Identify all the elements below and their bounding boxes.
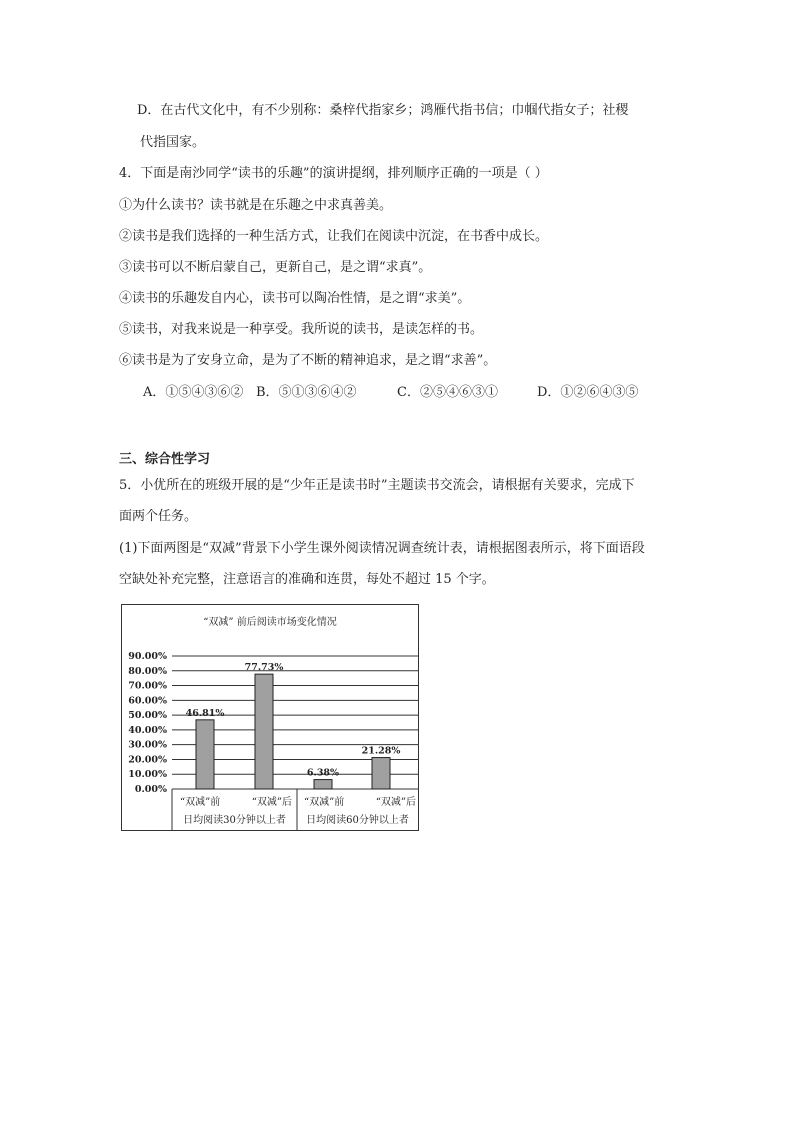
bar-value-label: 21.28% bbox=[361, 745, 401, 757]
y-tick-label: 70.00% bbox=[128, 680, 167, 692]
category-label: “双减”后 bbox=[375, 797, 416, 808]
task1-line2: 空缺处补充完整，注意语言的准确和连贯，每处不超过 15 个字。 bbox=[119, 572, 495, 587]
category-label: “双减”后 bbox=[251, 797, 292, 808]
q4-item-4: ④读书的乐趣发自内心，读书可以陶冶性情，是之谓“求美”。 bbox=[119, 291, 471, 306]
q4-option-c: C．②⑤④⑥③① bbox=[397, 385, 498, 400]
y-tick-label: 80.00% bbox=[128, 665, 167, 677]
y-tick-label: 20.00% bbox=[128, 754, 167, 766]
y-tick-label: 0.00% bbox=[134, 784, 167, 795]
bar-chart bbox=[121, 604, 419, 831]
category-label: “双减”前 bbox=[180, 797, 221, 808]
q4-item-3: ③读书可以不断启蒙自己，更新自己，是之谓“求真”。 bbox=[119, 260, 432, 275]
bar bbox=[314, 780, 332, 789]
q5-line1: 5．小优所在的班级开展的是“少年正是读书时”主题读书交流会，请根据有关要求，完成下 bbox=[119, 478, 635, 493]
group-label: 日均阅读60分钟以上者 bbox=[306, 815, 409, 826]
bar bbox=[372, 758, 390, 789]
bar bbox=[196, 720, 214, 789]
q4-item-2: ②读书是我们选择的一种生活方式，让我们在阅读中沉淀，在书香中成长。 bbox=[119, 229, 549, 244]
category-label: “双减”前 bbox=[304, 797, 345, 808]
q4-item-6: ⑥读书是为了安身立命，是为了不断的精神追求，是之谓“求善”。 bbox=[119, 353, 497, 368]
bar-value-label: 77.73% bbox=[244, 662, 284, 674]
chart-svg bbox=[122, 605, 418, 830]
q4-stem: 4．下面是南沙同学“读书的乐趣”的演讲提纲，排列顺序正确的一项是（ ） bbox=[119, 166, 548, 181]
q4-option-d: D．①②⑥④③⑤ bbox=[537, 385, 639, 400]
task1-line1: (1)下面两图是“双减”背景下小学生课外阅读情况调查统计表，请根据图表所示，将下面语段 bbox=[119, 541, 645, 556]
q4-item-1: ①为什么读书？读书就是在乐趣之中求真善美。 bbox=[119, 198, 393, 213]
group-label: 日均阅读30分钟以上者 bbox=[183, 815, 286, 826]
q5-line2: 面两个任务。 bbox=[119, 509, 198, 524]
chart-title: “双减” 前后阅读市场变化情况 bbox=[203, 617, 337, 628]
bar-value-label: 6.38% bbox=[306, 767, 340, 779]
q3-option-d-line1: D．在古代文化中，有不少别称：桑梓代指家乡；鸿雁代指书信；巾帼代指女子；社稷 bbox=[137, 103, 629, 118]
y-tick-label: 50.00% bbox=[128, 710, 167, 722]
y-tick-label: 10.00% bbox=[128, 769, 167, 781]
q4-option-a: A．①⑤④③⑥② bbox=[143, 385, 244, 400]
y-tick-label: 60.00% bbox=[128, 695, 167, 707]
q3-option-d-line2: 代指国家。 bbox=[140, 135, 206, 150]
y-tick-label: 30.00% bbox=[128, 739, 167, 751]
bar bbox=[255, 674, 273, 789]
y-tick-label: 40.00% bbox=[128, 724, 167, 736]
section-heading: 三、综合性学习 bbox=[119, 452, 211, 467]
y-tick-label: 90.00% bbox=[128, 651, 167, 662]
q4-option-b: B．⑤①③⑥④② bbox=[256, 385, 357, 400]
bar-value-label: 46.81% bbox=[185, 707, 225, 719]
q4-item-5: ⑤读书，对我来说是一种享受。我所说的读书，是读怎样的书。 bbox=[119, 322, 484, 337]
